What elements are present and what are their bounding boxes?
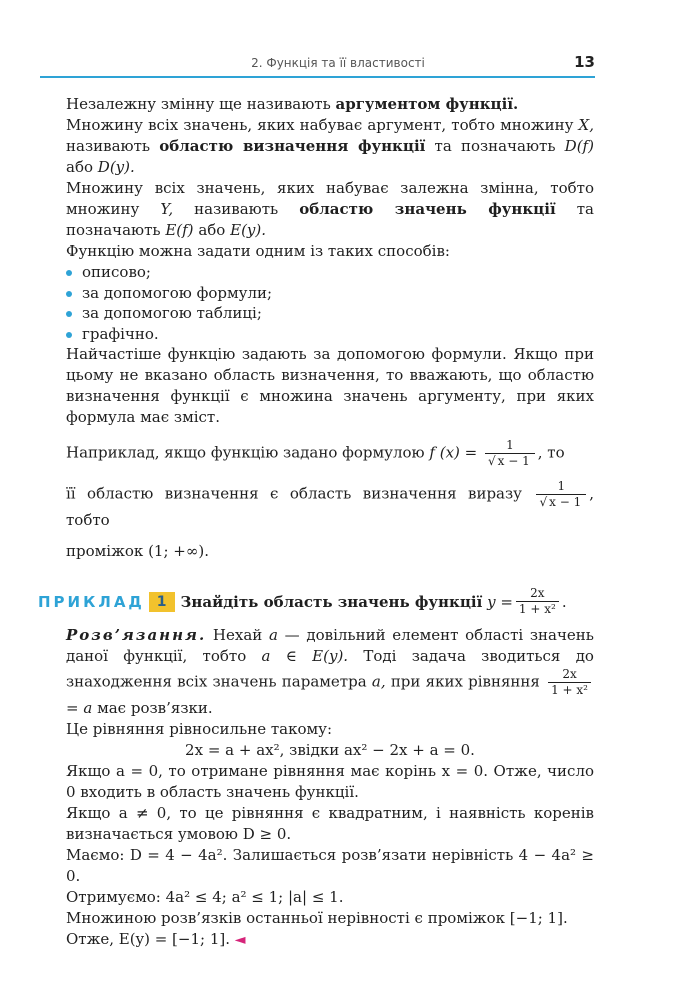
header-rule	[40, 76, 595, 78]
solution-label: Розв’язання.	[66, 626, 207, 644]
fraction	[536, 479, 586, 510]
running-title: 2. Функція та її властивості	[251, 56, 425, 70]
solution-conclusion	[66, 929, 594, 951]
page-content	[38, 94, 594, 951]
example-label: ПРИКЛАД	[38, 592, 145, 611]
math: = a	[66, 699, 93, 717]
solution-formula: 2x = a + ax², звідки ax² − 2x + a = 0.	[185, 741, 475, 759]
radicand: x − 1	[549, 495, 582, 509]
list-item	[66, 283, 594, 304]
ways-list	[66, 262, 594, 344]
list-item-label: описово;	[82, 263, 151, 281]
page-header	[40, 52, 595, 76]
math: D(f)	[564, 137, 594, 155]
text: та позначають	[66, 200, 594, 239]
example-heading	[38, 586, 594, 617]
list-item	[66, 262, 594, 283]
paragraph-domain-expression	[66, 479, 594, 531]
text: , тобто	[66, 484, 594, 529]
paragraph-argument	[66, 94, 594, 115]
text: називають	[194, 200, 279, 218]
fraction-denominator: 1 + x²	[518, 602, 556, 616]
paragraph-interval: проміжок (1; +∞).	[66, 542, 209, 560]
end-of-solution-icon: ◄	[234, 932, 246, 948]
text: та позначають	[434, 137, 556, 155]
fraction	[485, 438, 535, 469]
list-item-label: за допомогою таблиці;	[82, 304, 262, 322]
solution-step: Маємо: D = 4 − 4a². Залишається розв’язати нерівність 4 − 4a² ≥ 0.	[66, 846, 594, 885]
fraction-numerator: 2x	[548, 667, 591, 683]
text: Нехай	[212, 626, 263, 644]
text: , то	[537, 443, 565, 462]
bullet-icon	[66, 291, 72, 297]
list-item-label: графічно.	[82, 324, 159, 343]
page-number: 13	[574, 53, 595, 71]
example-task: Знайдіть область значень функції	[180, 592, 483, 611]
math: a,	[371, 672, 386, 691]
solution-step: Якщо a = 0, то отримане рівняння має корінь x = 0. Отже, число 0 входить в область значень функції.	[66, 762, 594, 801]
math: f (x) =	[429, 443, 478, 462]
solution-step: Це рівняння рівносильне такому:	[66, 720, 333, 738]
fraction-denominator: √ x − 1	[539, 495, 582, 509]
fraction	[516, 586, 559, 617]
paragraph-ways-intro: Функцію можна задати одним із таких способів:	[66, 242, 450, 260]
solution-step: Множиною розв’язків останньої нерівності є проміжок [−1; 1].	[66, 909, 568, 927]
paragraph-range	[66, 178, 594, 241]
paragraph-domain	[66, 115, 594, 178]
bullet-icon	[66, 332, 72, 338]
math: y =	[487, 592, 513, 611]
text: Отже, E(y) = [−1; 1].	[66, 930, 230, 948]
math: Y,	[160, 200, 174, 218]
term-argument: аргументом функції.	[335, 95, 519, 113]
text: .	[561, 592, 567, 611]
solution-step: Отримуємо: 4a² ≤ 4; a² ≤ 1; |a| ≤ 1.	[66, 888, 344, 906]
paragraph-example-formula	[66, 438, 594, 469]
text: її областю визначення є область визначення виразу	[66, 484, 523, 503]
solution-step: Якщо a ≠ 0, то це рівняння є квадратним, і наявність коренів визначається умовою D ≥ 0.	[66, 804, 594, 843]
fraction-numerator: 1	[536, 479, 586, 495]
text: має розв’язки.	[97, 699, 213, 717]
fraction-denominator: 1 + x²	[551, 683, 588, 697]
fraction	[548, 667, 591, 698]
text: Множину всіх значень, яких набуває аргумент, тобто множину	[66, 116, 574, 134]
bullet-icon	[66, 311, 72, 317]
math: E(f)	[165, 221, 194, 239]
solution-paragraph	[66, 625, 594, 719]
list-item	[66, 324, 594, 345]
text: або	[198, 221, 226, 239]
example-number-badge: 1	[149, 592, 175, 612]
math: D(y).	[97, 158, 135, 176]
math: a	[269, 626, 278, 644]
text: — довільний елемент області значень даної функції, тобто	[66, 626, 594, 665]
list-item	[66, 303, 594, 324]
text: при яких рівняння	[390, 672, 540, 691]
math: a ∈ E(y).	[261, 647, 349, 665]
text: називають	[66, 137, 151, 155]
text: Незалежну змінну ще називають	[66, 95, 331, 113]
text: або	[66, 158, 94, 176]
fraction-numerator: 1	[485, 438, 535, 454]
radicand: x − 1	[497, 454, 530, 468]
term-range: областю значень функції	[299, 200, 556, 218]
math: E(y).	[230, 221, 267, 239]
list-item-label: за допомогою формули;	[82, 283, 273, 302]
paragraph-formula: Найчастіше функцію задають за допомогою формули. Якщо при цьому не вказано область визначення, то вважають, що областю визначення функції є множина значень аргументу, при яких формула має зміст.	[66, 345, 594, 426]
fraction-numerator: 2x	[516, 586, 559, 602]
bullet-icon	[66, 270, 72, 276]
text: Тоді задача зводиться до знаходження всіх значень параметра	[66, 647, 594, 691]
term-domain: областю визначення функції	[159, 137, 426, 155]
fraction-denominator: √ x − 1	[488, 454, 530, 468]
text: Множину всіх значень, яких набуває залежна змінна, тобто множину	[66, 179, 594, 218]
math: X,	[578, 116, 594, 134]
text: Наприклад, якщо функцію задано формулою	[66, 443, 425, 462]
